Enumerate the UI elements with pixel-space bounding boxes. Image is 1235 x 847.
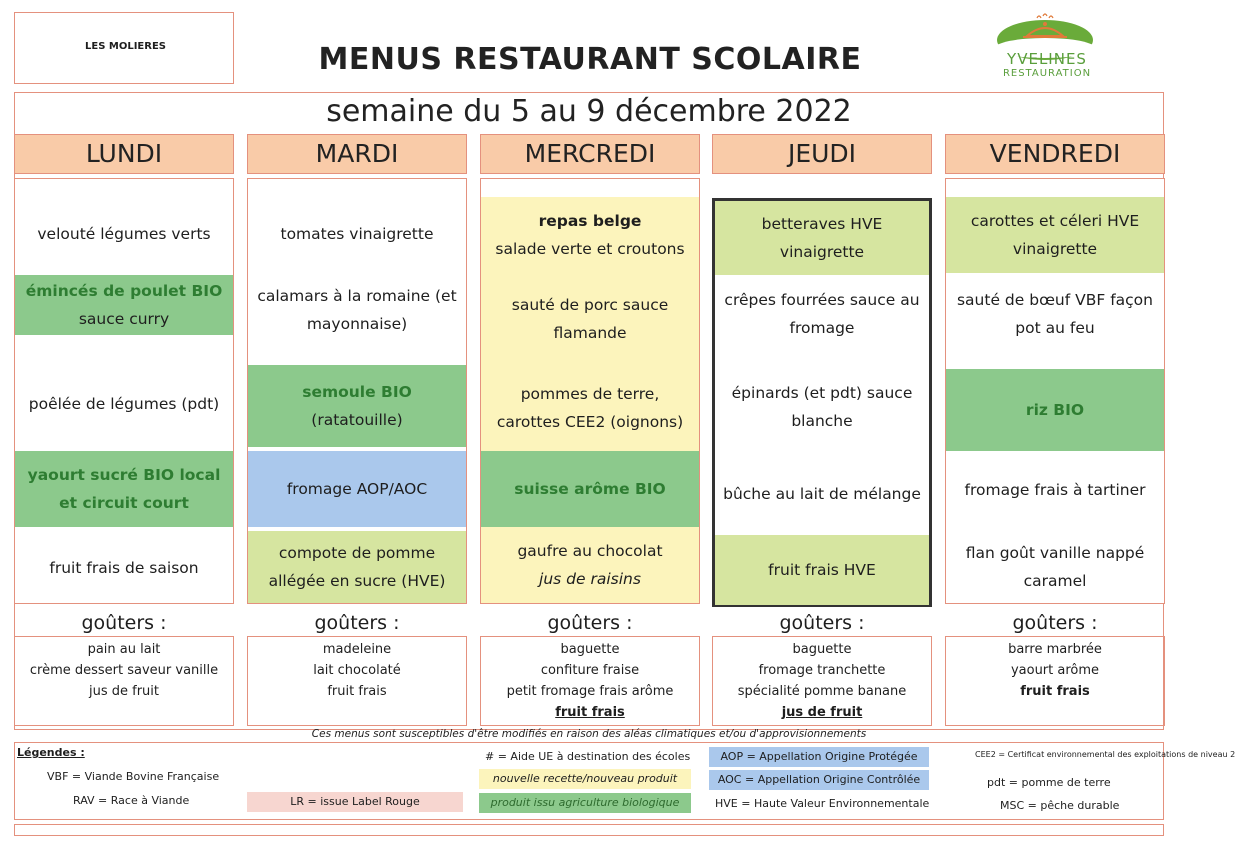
gouter-item: barre marbrée [1008, 642, 1102, 657]
day-column-wednesday [480, 178, 700, 604]
school-name-box [14, 12, 234, 84]
bottom-border [14, 824, 1164, 836]
day-header-friday: VENDREDI [945, 134, 1165, 174]
legend-aop: AOP = Appellation Origine Protégée [709, 747, 929, 767]
menu-item: sauté de bœuf VBF façon pot au feu [956, 291, 1153, 337]
gouter-item: petit fromage frais arôme [506, 684, 674, 699]
gouter-box-wednesday [480, 636, 700, 726]
gouter-box-tuesday [247, 636, 467, 726]
legend [14, 742, 1235, 820]
gouter-item: madeleine [322, 642, 392, 657]
day-column-monday [14, 178, 234, 604]
legend-bio: produit issu agriculture biologique [479, 793, 691, 813]
gouter-item: baguette [792, 642, 852, 657]
gouter-box-friday [945, 636, 1165, 726]
menu-item-bio: yaourt sucré BIO local et circuit court [15, 451, 233, 527]
gouter-item: fruit frais [327, 684, 387, 699]
gouter-item: lait chocolaté [313, 663, 401, 678]
page-title: MENUS RESTAURANT SCOLAIRE [318, 42, 862, 77]
gouter-item: crème dessert saveur vanille [29, 663, 219, 678]
legend-title: Légendes : [17, 746, 85, 759]
day-header-thursday: JEUDI [712, 134, 932, 174]
menu-item-bio: semoule BIO (ratatouille) [248, 365, 466, 447]
gouter-title: goûters : [81, 612, 167, 634]
menu-item: flan goût vanille nappé caramel [965, 544, 1145, 590]
gouter-title: goûters : [314, 612, 400, 634]
day-header-monday: LUNDI [14, 134, 234, 174]
gouter-item: confiture fraise [540, 663, 640, 678]
gouter-box-thursday [712, 636, 932, 726]
legend-rav: RAV = Race à Viande [73, 794, 190, 807]
menu-item-hve: compote de pomme allégée en sucre (HVE) [248, 531, 466, 603]
gouter-title: goûters : [1012, 612, 1098, 634]
day-header-wednesday: MERCREDI [480, 134, 700, 174]
week-title: semaine du 5 au 9 décembre 2022 [326, 94, 852, 129]
gouter-item: fromage tranchette [758, 663, 886, 678]
menu-item: poêlée de légumes (pdt) [28, 395, 220, 413]
legend-vbf: VBF = Viande Bovine Française [47, 770, 220, 783]
day-header-tuesday: MARDI [247, 134, 467, 174]
day-column-tuesday [247, 178, 467, 604]
logo-text: YVELINES [1007, 50, 1087, 68]
gouter-title: goûters : [779, 612, 865, 634]
gouter-box-monday [14, 636, 234, 726]
menu-item: fromage frais à tartiner [964, 481, 1146, 499]
legend-cee2: CEE2 = Certificat environnemental des exploitations de niveau 2 [975, 750, 1235, 759]
gouter-item: fruit frais [555, 705, 625, 720]
gouter-title: goûters : [547, 612, 633, 634]
gouter-item: pain au lait [87, 642, 161, 657]
school-name: LES MOLIERES [85, 41, 166, 52]
menu-item-bio: suisse arôme BIO [481, 451, 699, 527]
menu-item-bio: émincés de poulet BIO sauce curry [15, 275, 233, 335]
menu-item: fruit frais de saison [49, 559, 199, 577]
legend-new-recipe: nouvelle recette/nouveau produit [479, 769, 691, 789]
menu-item: crêpes fourrées sauce au fromage [724, 291, 920, 337]
menu-item: épinards (et pdt) sauce blanche [731, 384, 913, 430]
menu-item: bûche au lait de mélange [723, 485, 921, 503]
legend-hve: HVE = Haute Valeur Environnementale [715, 797, 930, 810]
legend-ue: # = Aide UE à destination des écoles [485, 750, 691, 763]
gouter-item: fruit frais [1020, 684, 1090, 699]
yvelines-restauration-logo [985, 10, 1105, 82]
menu-item-new: repas belge salade verte et croutons [481, 197, 699, 273]
gouter-item: jus de fruit [781, 705, 863, 720]
menu-item-bio: riz BIO [946, 369, 1164, 451]
day-column-friday [945, 178, 1165, 604]
menu-item-aop: fromage AOP/AOC [248, 451, 466, 527]
menu-item: velouté légumes verts [37, 225, 211, 243]
legend-aoc: AOC = Appellation Origine Contrôlée [709, 770, 929, 790]
menu-item: calamars à la romaine (et mayonnaise) [257, 287, 457, 333]
legend-msc: MSC = pêche durable [1000, 799, 1120, 812]
gouter-item: spécialité pomme banane [737, 684, 907, 699]
menu-item-hve: betteraves HVE vinaigrette [715, 201, 929, 275]
menu-item-hve: carottes et céleri HVE vinaigrette [946, 197, 1164, 273]
legend-pdt: pdt = pomme de terre [987, 776, 1111, 789]
menu-item-new: pommes de terre, carottes CEE2 (oignons) [481, 365, 699, 451]
legend-lr: LR = issue Label Rouge [247, 792, 463, 812]
disclaimer: Ces menus sont susceptibles d'être modifiés en raison des aléas climatiques et/ou d'approvisionnements [311, 728, 867, 740]
menu-item: tomates vinaigrette [280, 225, 434, 243]
logo-subtext: RESTAURATION [1002, 68, 1092, 79]
menu-item-new: gaufre au chocolat jus de raisins [481, 527, 699, 603]
menu-item-hve: fruit frais HVE [715, 535, 929, 605]
gouter-item: yaourt arôme [1010, 663, 1100, 678]
gouter-item: jus de fruit [88, 684, 159, 699]
menu-item-new: sauté de porc sauce flamande [481, 273, 699, 365]
day-column-thursday [712, 198, 932, 607]
gouter-item: baguette [560, 642, 620, 657]
